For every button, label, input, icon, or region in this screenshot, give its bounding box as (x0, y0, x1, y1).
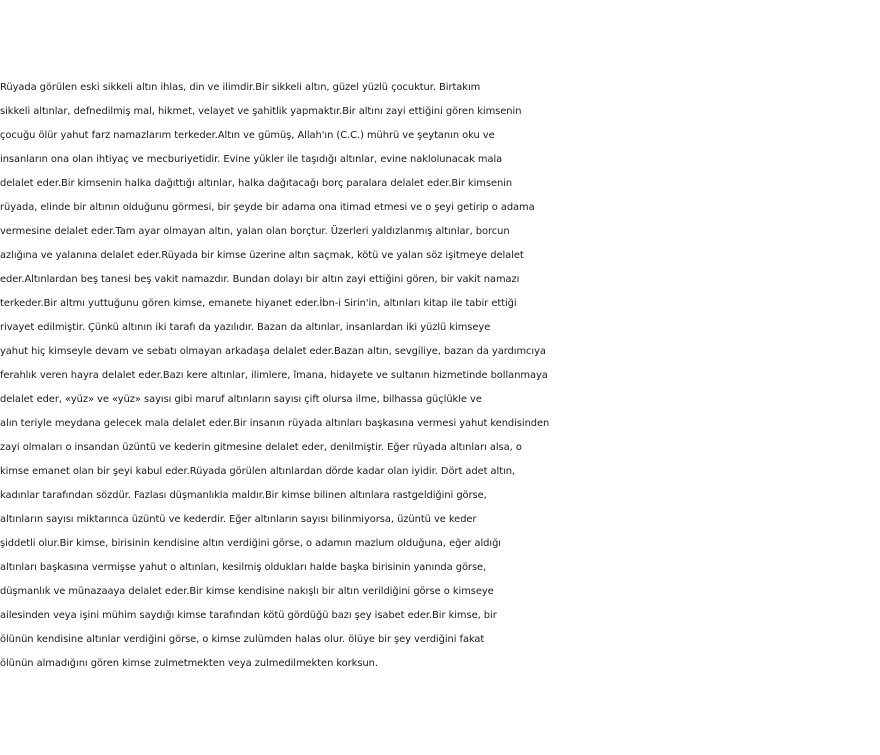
text-line: azlığına ve yalanına delalet eder.Rüyada bir kimse üzerine altın saçmak, kötü ve yalan söz işitmeye delalet (0, 250, 524, 261)
text-line: alın teriyle meydana gelecek mala delalet eder.Bir insanın rüyada altınları başkasına vermesi yahut kendisinden (0, 418, 550, 429)
text-line: rüyada, elinde bir altının olduğunu görmesi, bir şeyde bir adama ona itimad etmesi ve o şeyi getirip o adama (0, 202, 535, 213)
text-line: delalet eder, «yüz» ve «yüz» sayısı gibi maruf altınların sayısı çift olursa ilme, bilhassa güçlükle ve (0, 394, 482, 405)
text-line: rivayet edilmiştir. Çünkü altının iki tarafı da yazılıdır. Bazan da altınlar, insanlardan iki yüzlü kimseye (0, 322, 491, 333)
text-line: çocuğu ölür yahut farz namazlarım terkeder.Altın ve gümüş, Allah'ın (C.C.) mührü ve şeytanın oku ve (0, 130, 495, 141)
text-line: eder.Altınlardan beş tanesi beş vakit namazdır. Bundan dolayı bir altın zayi ettiğini gören, bir vakit namazı (0, 274, 520, 285)
article-body (0, 76, 880, 676)
text-line: düşmanlık ve münazaaya delalet eder.Bir kimse kendisine nakışlı bir altın verildiğini görse o kimseye (0, 586, 494, 597)
text-line: ölünün almadığını gören kimse zulmetmekten veya zulmedilmekten korksun. (0, 658, 378, 669)
text-line: kimse emanet olan bir şeyi kabul eder.Rüyada görülen altınlardan dörde kadar olan iyidir. Dört adet altın, (0, 466, 516, 477)
text-line: Rüyada görülen eski sikkeli altın ihlas, din ve ilimdir.Bir sikkeli altın, güzel yüzlü çocuktur. Birtakım (0, 82, 481, 93)
text-line: altınların sayısı miktarınca üzüntü ve kederdir. Eğer altınların sayısı bilinmiyorsa, üzüntü ve keder (0, 514, 477, 525)
text-line: altınları başkasına vermişse yahut o altınları, kesilmiş oldukları halde başka birisinin yanında görse, (0, 562, 487, 573)
text-line: zayi olmaları o insandan üzüntü ve kederin gitmesine delalet eder, denilmiştir. Eğer rüyada altınları alsa, o (0, 442, 522, 453)
text-line: yahut hiç kimseyle devam ve sebatı olmayan arkadaşa delalet eder.Bazan altın, sevgiliye, bazan da yardımcıya (0, 346, 546, 357)
text-line: vermesine delalet eder.Tam ayar olmayan altın, yalan olan borçtur. Üzerleri yaldızlanmış altınlar, borcun (0, 226, 510, 237)
text-line: sikkeli altınlar, defnedilmiş mal, hikmet, velayet ve şahitlik yapmaktır.Bir altını zayi ettiğini gören kimsenin (0, 106, 522, 117)
text-line: kadınlar tarafından sözdür. Fazlası düşmanlıkla maldır.Bir kimse bilinen altınlara rastgeldiğini görse, (0, 490, 487, 501)
text-line: şiddetli olur.Bir kimse, birisinin kendisine altın verdiğini görse, o adamın mazlum olduğuna, eğer aldığı (0, 538, 501, 549)
text-line: insanların ona olan ihtiyaç ve mecburiyetidir. Evine yükler ile taşıdığı altınlar, evine naklolunacak mala (0, 154, 503, 165)
text-line: delalet eder.Bir kimsenin halka dağıttığı altınlar, halka dağıtacağı borç paralara delalet eder.Bir kimsenin (0, 178, 513, 189)
text-line: ölünün kendisine altınlar verdiğini görse, o kimse zulümden halas olur. ölüye bir şey verdiğini fakat (0, 634, 485, 645)
text-line: terkeder.Bir altmı yuttuğunu gören kimse, emanete hiyanet eder.İbn-i Sirin'in, altınları kitap ile tabir ettiği (0, 298, 517, 309)
text-line: ailesinden veya işini mühim saydığı kimse tarafından kötü gördüğü bazı şey isabet eder.Bir kimse, bir (0, 610, 497, 621)
text-line: ferahlık veren hayra delalet eder.Bazı kere altınlar, ilimlere, îmana, hidayete ve sultanın hizmetinde bollanmaya (0, 370, 548, 381)
